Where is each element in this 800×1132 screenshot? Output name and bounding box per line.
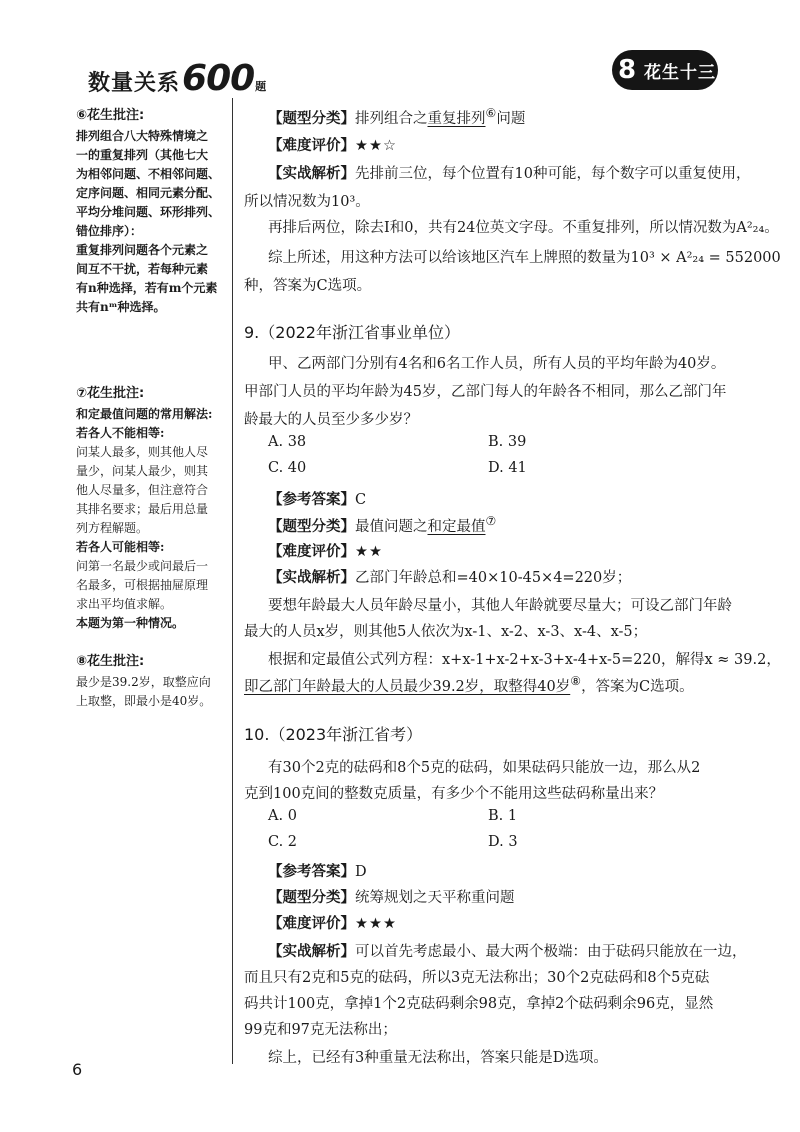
rating-stars: ★★★ bbox=[355, 916, 397, 932]
question-heading: 10.（2023年浙江省考） bbox=[244, 725, 423, 744]
q10-analysis: 【实战解析】可以首先考虑最小、最大两个极端：由于砝码只能放在一边， bbox=[268, 943, 747, 960]
note-line: 若各人不能相等: bbox=[76, 426, 165, 440]
question-heading: 9.（2022年浙江省事业单位） bbox=[244, 323, 460, 342]
q8-difficulty: 【难度评价】★★☆ bbox=[268, 137, 397, 154]
column-divider bbox=[232, 98, 233, 1064]
option-c: C. 40 bbox=[268, 460, 307, 476]
text-line: 综上，已经有3种重量无法称出，答案只能是D选项。 bbox=[268, 1050, 608, 1066]
question-stem: 甲、乙两部门分别有4名和6名工作人员，所有人员的平均年龄为40岁。 bbox=[268, 356, 726, 372]
q9-category: 【题型分类】最值问题之和定最值⑦ bbox=[268, 514, 497, 535]
rating-stars: ★★☆ bbox=[355, 138, 397, 154]
peanut-icon: 8 bbox=[617, 55, 637, 85]
q10-difficulty: 【难度评价】★★★ bbox=[268, 915, 397, 932]
text-line: 而且只有2克和5克的砝码，所以3克无法称出；30个2克砝码和8个5克砝 bbox=[244, 970, 710, 986]
q10-category: 【题型分类】统筹规划之天平称重问题 bbox=[268, 889, 515, 906]
q8-analysis: 【实战解析】先排前三位，每个位置有10种可能，每个数字可以重复使用， bbox=[268, 165, 751, 182]
note-line: 为相邻问题、不相邻问题、 bbox=[76, 167, 221, 181]
note-title: ⑥花生批注: bbox=[76, 108, 145, 123]
option-c: C. 2 bbox=[268, 834, 298, 850]
note-line: 共有nᵐ种选择。 bbox=[76, 300, 166, 314]
question-stem: 甲部门人员的平均年龄为45岁，乙部门每人的年龄各不相同，那么乙部门年 bbox=[244, 384, 727, 400]
option-a: A. 0 bbox=[268, 808, 297, 824]
option-b: B. 39 bbox=[488, 434, 527, 450]
rating-stars: ★★ bbox=[355, 544, 383, 560]
note-line: 本题为第一种情况。 bbox=[76, 616, 185, 630]
option-a: A. 38 bbox=[268, 434, 307, 450]
note-line: 其排名要求；最后用总量 bbox=[76, 502, 209, 516]
option-b: B. 1 bbox=[488, 808, 518, 824]
book-title-text: 数量关系 bbox=[88, 71, 181, 96]
text-line: 再排后两位，除去I和0，共有24位英文字母。不重复排列，所以情况数为A²₂₄。 bbox=[268, 220, 779, 236]
note-line: 名最多，可根据抽屉原理 bbox=[76, 578, 209, 592]
q9-analysis: 【实战解析】乙部门年龄总和=40×10-45×4=220岁； bbox=[268, 569, 632, 586]
side-note-6 bbox=[76, 106, 226, 317]
note-title: ⑧花生批注: bbox=[76, 654, 145, 669]
note-line: 列方程解题。 bbox=[76, 521, 149, 535]
note-line: 定序问题、相同元素分配、 bbox=[76, 186, 221, 200]
text-line: 要想年龄最大人员年龄尽量小，其他人年龄就要尽量大；可设乙部门年龄 bbox=[268, 598, 732, 614]
note-line: 最少是39.2岁，取整应向 bbox=[76, 675, 211, 689]
note-line: 有n种选择，若有m个元素 bbox=[76, 281, 218, 295]
brand-logo bbox=[612, 50, 718, 90]
text-line: 综上所述，用这种方法可以给该地区汽车上牌照的数量为10³ × A²₂₄ = 552000 bbox=[268, 250, 781, 266]
text-line: 99克和97克无法称出； bbox=[244, 1022, 397, 1038]
note-line: 重复排列问题各个元素之 bbox=[76, 243, 209, 257]
q8-category: 【题型分类】排列组合之重复排列⑥问题 bbox=[268, 106, 526, 127]
option-d: D. 3 bbox=[488, 834, 518, 850]
q10-answer: 【参考答案】D bbox=[268, 863, 367, 880]
question-stem: 克到100克间的整数克质量，有多少个不能用这些砝码称量出来？ bbox=[244, 786, 664, 802]
book-title-suffix: 题 bbox=[255, 80, 267, 93]
note-line: 一的重复排列（其他七大 bbox=[76, 148, 209, 162]
text-line: 码共计100克，拿掉1个2克砝码剩余98克，拿掉2个砝码剩余96克，显然 bbox=[244, 996, 714, 1012]
q9-conclusion: 即乙部门年龄最大的人员最少39.2岁，取整得40岁⑧，答案为C选项。 bbox=[244, 674, 694, 695]
note-line: 间互不干扰，若每种元素 bbox=[76, 262, 209, 276]
note-line: 求出平均值求解。 bbox=[76, 597, 173, 611]
text-line: 种，答案为C选项。 bbox=[244, 278, 372, 294]
note-line: 排列组合八大特殊情境之 bbox=[76, 129, 209, 143]
question-stem: 有30个2克的砝码和8个5克的砝码，如果砝码只能放一边，那么从2 bbox=[268, 760, 701, 776]
note-line: 问某人最多，则其他人尽 bbox=[76, 445, 209, 459]
text-line: 所以情况数为10³。 bbox=[244, 194, 370, 210]
note-line: 若各人可能相等: bbox=[76, 540, 165, 554]
page-number: 6 bbox=[72, 1060, 83, 1079]
note-line: 他人尽量多，但注意符合 bbox=[76, 483, 209, 497]
note-line: 平均分堆问题、环形排列、 bbox=[76, 205, 221, 219]
q9-difficulty: 【难度评价】★★ bbox=[268, 543, 383, 560]
side-note-7 bbox=[76, 384, 226, 633]
book-title-number: 600 bbox=[182, 58, 255, 99]
note-line: 和定最值问题的常用解法: bbox=[76, 407, 213, 421]
book-title bbox=[88, 58, 266, 99]
brand-name: 花生十三 bbox=[644, 62, 716, 83]
text-line: 最大的人员x岁，则其他5人依次为x-1、x-2、x-3、x-4、x-5； bbox=[244, 624, 648, 640]
note-line: 错位排序）： bbox=[76, 224, 143, 238]
note-line: 上取整，即最小是40岁。 bbox=[76, 694, 212, 708]
note-title: ⑦花生批注: bbox=[76, 386, 145, 401]
question-stem: 龄最大的人员至少多少岁？ bbox=[244, 412, 418, 428]
text-line: 根据和定最值公式列方程：x+x-1+x-2+x-3+x-4+x-5=220，解得x ≈ 39.2， bbox=[268, 652, 781, 668]
q9-answer: 【参考答案】C bbox=[268, 491, 367, 508]
note-line: 问第一名最少或问最后一 bbox=[76, 559, 209, 573]
option-d: D. 41 bbox=[488, 460, 527, 476]
note-line: 量少，问某人最少，则其 bbox=[76, 464, 209, 478]
side-note-8 bbox=[76, 652, 226, 711]
